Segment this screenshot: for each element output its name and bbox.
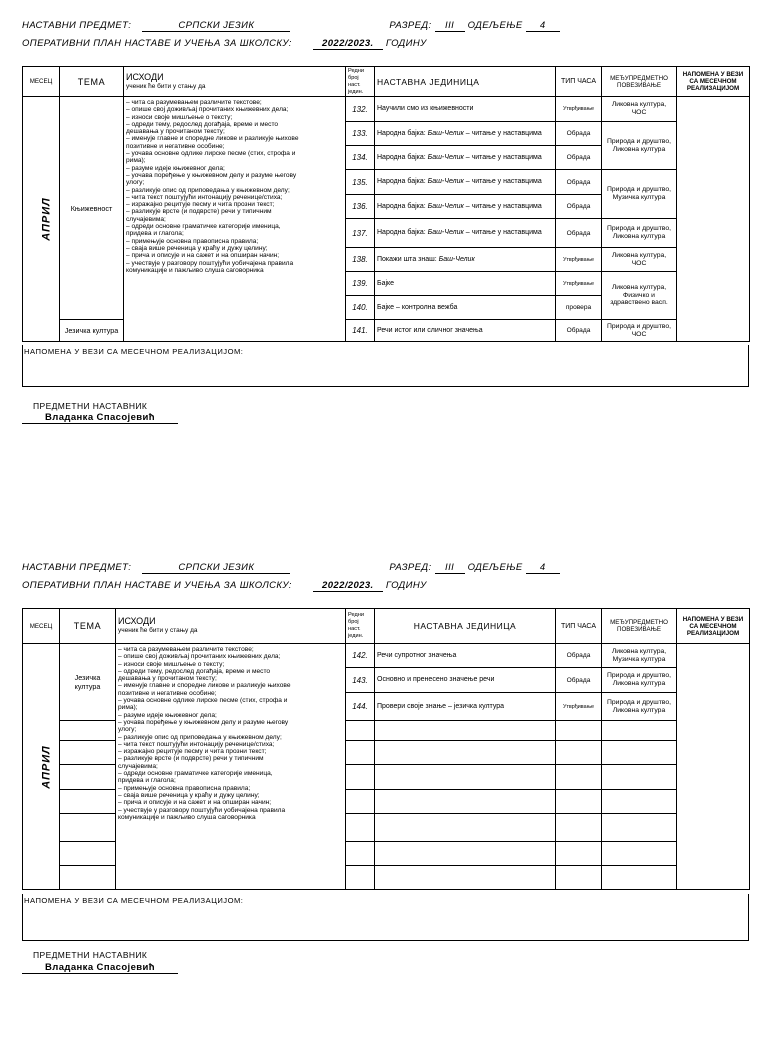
row-num: 135. bbox=[346, 170, 375, 195]
outcome-line: – разуме идеје књижевног дела; bbox=[126, 164, 225, 172]
outcome-line: – чита са разумевањем различите текстове; bbox=[126, 99, 262, 106]
empty-cell bbox=[346, 790, 375, 814]
row-num: 134. bbox=[346, 146, 375, 170]
outcome-line: – именује главне и споредне ликове и разликује њихове bbox=[126, 135, 299, 143]
empty-cell bbox=[556, 721, 602, 741]
outcomes-cell bbox=[116, 644, 346, 890]
col-note: НАПОМЕНА У ВЕЗИ СА МЕСЕЧНОМ РЕАЛИЗАЦИЈОМ bbox=[677, 609, 750, 644]
plan-table-1 bbox=[22, 66, 750, 342]
tema-cell: Језичка култура bbox=[60, 644, 116, 721]
row-corr: Ликовна култура, Физичко и здравствено васп. bbox=[602, 272, 677, 320]
plan-label: ОПЕРАТИВНИ ПЛАН НАСТАВЕ И УЧЕЊА ЗА ШКОЛСКУ: bbox=[22, 38, 292, 49]
col-ishodi bbox=[124, 67, 346, 97]
outcome-line: рима); bbox=[126, 157, 146, 165]
outcome-line: придева и глагола; bbox=[118, 777, 176, 785]
col-note: НАПОМЕНА У ВЕЗИ СА МЕСЕЧНОМ РЕАЛИЗАЦИЈОМ bbox=[677, 67, 750, 97]
row-unit: Народна бајка: Баш-Челик – читање у наставцима bbox=[375, 146, 556, 170]
teacher-name: Владанка Спасојевић bbox=[22, 962, 178, 974]
plan-label: ОПЕРАТИВНИ ПЛАН НАСТАВЕ И УЧЕЊА ЗА ШКОЛСКУ: bbox=[22, 580, 292, 591]
outcome-line: – опише свој доживљај прочитаних књижевних дела; bbox=[126, 106, 289, 114]
subject-line bbox=[22, 562, 560, 574]
year-suffix: ГОДИНУ bbox=[385, 580, 427, 591]
row-unit: Народна бајка: Баш-Челик – читање у наставцима bbox=[375, 219, 556, 248]
empty-cell bbox=[602, 790, 677, 814]
row-type: Обрада bbox=[556, 644, 602, 668]
plan-table-2 bbox=[22, 608, 750, 890]
empty-cell bbox=[556, 790, 602, 814]
outcome-line: – учествује у разговору поштујући уобичајена правила bbox=[126, 259, 294, 267]
empty-tema bbox=[60, 741, 116, 765]
row-unit: Научили смо из књижевности bbox=[375, 97, 556, 122]
outcome-line: – разликује врсте (и подврсте) речи у типичним bbox=[126, 208, 272, 216]
empty-tema bbox=[60, 866, 116, 890]
row-num: 136. bbox=[346, 195, 375, 219]
plan-sheet-2 bbox=[0, 548, 768, 1060]
empty-cell bbox=[602, 721, 677, 741]
outcome-line: дешавања у прочитаном тексту; bbox=[126, 128, 225, 136]
row-unit: Речи супротног значења bbox=[375, 644, 556, 668]
month-cell bbox=[23, 97, 60, 342]
tema-cell: Књижевност bbox=[60, 97, 124, 320]
empty-tema bbox=[60, 842, 116, 866]
row-corr: Природа и друштво, Ликовна култура bbox=[602, 668, 677, 693]
row-corr: Природа и друштво, Ликовна култура bbox=[602, 122, 677, 170]
row-corr: Ликовна култура, Музичка култура bbox=[602, 644, 677, 668]
subject-value: СРПСКИ ЈЕЗИК bbox=[142, 562, 290, 574]
col-tema: ТЕМА bbox=[60, 67, 124, 97]
row-type: Утврђивање bbox=[556, 97, 602, 122]
outcome-line: – уочава основне одлике лирске песме (стих, строфа и bbox=[118, 697, 288, 705]
outcome-line: улогу; bbox=[118, 726, 137, 734]
col-unit: НАСТАВНА ЈЕДИНИЦА bbox=[375, 609, 556, 644]
outcome-line: – одреди основне граматичке категорије именица, bbox=[118, 770, 273, 778]
outcome-line: – чита са разумевањем различите текстове; bbox=[118, 646, 254, 653]
col-corr: МЕЂУПРЕДМЕТНО ПОВЕЗИВАЊЕ bbox=[602, 609, 677, 644]
empty-cell bbox=[602, 741, 677, 765]
subject-label: НАСТАВНИ ПРЕДМЕТ: bbox=[22, 562, 132, 573]
col-num: Редни број наст. једин. bbox=[346, 609, 375, 644]
monthly-note-box bbox=[22, 345, 749, 387]
outcome-line: дешавања у прочитаном тексту; bbox=[118, 675, 217, 683]
outcome-line: – уочава основне одлике лирске песме (стих, строфа и bbox=[126, 150, 296, 158]
empty-cell bbox=[602, 765, 677, 790]
row-num: 143. bbox=[346, 668, 375, 693]
row-num: 144. bbox=[346, 693, 375, 721]
plan-line bbox=[22, 38, 427, 50]
row-num: 140. bbox=[346, 296, 375, 320]
col-tema: ТЕМА bbox=[60, 609, 116, 644]
col-ishodi-title: ИСХОДИ bbox=[118, 616, 156, 626]
row-type: Обрада bbox=[556, 122, 602, 146]
year-value: 2022/2023. bbox=[313, 38, 383, 50]
row-unit: Народна бајка: Баш-Челик – читање у наставцима bbox=[375, 195, 556, 219]
grade-value: III bbox=[435, 20, 465, 32]
outcome-line: – изражајно рецитује песму и чита прозни текст; bbox=[118, 748, 267, 756]
row-type: Обрада bbox=[556, 146, 602, 170]
row-corr: Ликовна култура, ЧОС bbox=[602, 97, 677, 122]
empty-cell bbox=[375, 790, 556, 814]
empty-cell bbox=[375, 765, 556, 790]
outcome-line: – прича и описује и на сажет и на опширан начин; bbox=[126, 252, 280, 260]
monthly-note-label: НАПОМЕНА У ВЕЗИ СА МЕСЕЧНОМ РЕАЛИЗАЦИЈОМ: bbox=[24, 347, 244, 356]
teacher-label: ПРЕДМЕТНИ НАСТАВНИК bbox=[33, 401, 148, 411]
col-unit: НАСТАВНА ЈЕДИНИЦА bbox=[375, 67, 556, 97]
subject-line bbox=[22, 20, 560, 32]
outcome-line: – учествује у разговору поштујући уобичајена правила bbox=[118, 806, 286, 814]
outcome-line: придева и глагола; bbox=[126, 230, 184, 238]
row-note bbox=[677, 97, 750, 342]
row-type: Обрада bbox=[556, 320, 602, 342]
monthly-note-box bbox=[22, 894, 749, 941]
outcome-line: – разликује врсте (и подврсте) речи у типичним bbox=[118, 755, 264, 763]
row-unit: Бајке – контролна вежба bbox=[375, 296, 556, 320]
row-num: 141. bbox=[346, 320, 375, 342]
outcome-line: – сваја више реченица у краћу и дужу целину; bbox=[126, 244, 268, 252]
empty-tema bbox=[60, 721, 116, 741]
row-unit: Народна бајка: Баш-Челик – читање у наставцима bbox=[375, 170, 556, 195]
year-value: 2022/2023. bbox=[313, 580, 383, 592]
outcome-line: позитивне и негативне особине; bbox=[118, 689, 217, 697]
outcome-line: комуникације и пажљиво слуша саговорника bbox=[126, 266, 264, 274]
outcome-line: – именује главне и споредне ликове и разликује њихове bbox=[118, 682, 291, 690]
row-unit: Народна бајка: Баш-Челик – читање у наставцима bbox=[375, 122, 556, 146]
outcome-line: – разликује опис од приповедања у књижевном делу; bbox=[126, 186, 290, 194]
row-num: 132. bbox=[346, 97, 375, 122]
row-type: Утврђивање bbox=[556, 693, 602, 721]
row-corr: Природа и друштво, Ликовна култура bbox=[602, 693, 677, 721]
grade-label: РАЗРЕД: bbox=[389, 20, 432, 31]
row-corr: Природа и друштво, Музичка култура bbox=[602, 170, 677, 219]
row-note bbox=[677, 644, 750, 890]
col-type: ТИП ЧАСА bbox=[556, 609, 602, 644]
row-corr: Природа и друштво, Ликовна култура bbox=[602, 219, 677, 248]
subject-value: СРПСКИ ЈЕЗИК bbox=[142, 20, 290, 32]
month-label: АПРИЛ bbox=[40, 744, 53, 789]
row-num: 138. bbox=[346, 248, 375, 272]
empty-cell bbox=[375, 741, 556, 765]
row-unit: Покажи шта знаш: Баш-Челик bbox=[375, 248, 556, 272]
grade-label: РАЗРЕД: bbox=[389, 562, 432, 573]
teacher-name: Владанка Спасојевић bbox=[22, 412, 178, 424]
row-unit: Бајке bbox=[375, 272, 556, 296]
outcome-line: – износи своје мишљење о тексту; bbox=[126, 113, 233, 121]
empty-cell bbox=[346, 842, 375, 866]
col-type: ТИП ЧАСА bbox=[556, 67, 602, 97]
row-type: провера bbox=[556, 296, 602, 320]
row-corr: Природа и друштво, ЧОС bbox=[602, 320, 677, 342]
plan-line bbox=[22, 580, 427, 592]
row-type: Обрада bbox=[556, 219, 602, 248]
teacher-label: ПРЕДМЕТНИ НАСТАВНИК bbox=[33, 950, 148, 960]
outcome-line: случајевима; bbox=[126, 215, 166, 223]
empty-tema bbox=[60, 814, 116, 842]
outcome-line: комуникације и пажљиво слуша саговорника bbox=[118, 813, 256, 821]
empty-cell bbox=[375, 842, 556, 866]
empty-tema bbox=[60, 790, 116, 814]
outcome-line: – чита текст поштујући интонацију реченице/стиха; bbox=[118, 740, 275, 748]
empty-cell bbox=[375, 866, 556, 890]
outcome-line: случајевима; bbox=[118, 762, 158, 770]
col-num: Редни број наст. једин. bbox=[346, 67, 375, 97]
empty-cell bbox=[375, 814, 556, 842]
row-num: 137. bbox=[346, 219, 375, 248]
class-label: ОДЕЉЕЊЕ bbox=[467, 20, 523, 31]
empty-cell bbox=[602, 842, 677, 866]
row-num: 133. bbox=[346, 122, 375, 146]
row-num: 139. bbox=[346, 272, 375, 296]
outcome-line: – одреди тему, редослед догађаја, време и место bbox=[118, 667, 271, 675]
empty-cell bbox=[375, 721, 556, 741]
col-corr: МЕЂУПРЕДМЕТНО ПОВЕЗИВАЊЕ bbox=[602, 67, 677, 97]
class-label: ОДЕЉЕЊЕ bbox=[467, 562, 523, 573]
col-month: МЕСЕЦ bbox=[23, 67, 60, 97]
outcome-line: – уочава поређење у књижевном делу и разуме његову bbox=[118, 718, 289, 726]
month-cell bbox=[23, 644, 60, 890]
outcome-line: – разуме идеје књижевног дела; bbox=[118, 711, 217, 719]
row-corr: Ликовна култура, ЧОС bbox=[602, 248, 677, 272]
row-type: Обрада bbox=[556, 668, 602, 693]
outcome-line: рима); bbox=[118, 704, 138, 712]
empty-cell bbox=[602, 814, 677, 842]
col-month: МЕСЕЦ bbox=[23, 609, 60, 644]
outcome-line: улогу; bbox=[126, 179, 145, 187]
row-type: Обрада bbox=[556, 170, 602, 195]
row-num: 142. bbox=[346, 644, 375, 668]
row-type: Обрада bbox=[556, 195, 602, 219]
empty-cell bbox=[556, 866, 602, 890]
outcome-line: – разликује опис од приповедања у књижевном делу; bbox=[118, 733, 282, 741]
empty-cell bbox=[556, 842, 602, 866]
outcome-line: – прича и описује и на сажет и на опширан начин; bbox=[118, 799, 272, 807]
empty-cell bbox=[346, 814, 375, 842]
empty-cell bbox=[556, 765, 602, 790]
monthly-note-label: НАПОМЕНА У ВЕЗИ СА МЕСЕЧНОМ РЕАЛИЗАЦИЈОМ: bbox=[24, 896, 244, 905]
outcome-line: – примењује основна правописна правила; bbox=[126, 237, 259, 245]
outcome-line: – сваја више реченица у краћу и дужу целину; bbox=[118, 791, 260, 799]
outcome-line: – опише свој доживљај прочитаних књижевних дела; bbox=[118, 653, 281, 661]
class-value: 4 bbox=[526, 20, 560, 32]
outcome-line: – износи своје мишљење о тексту; bbox=[118, 660, 225, 668]
col-ishodi-sub: ученик ће бити у стању да bbox=[126, 82, 206, 90]
row-type: Утврђивање bbox=[556, 272, 602, 296]
row-unit: Речи истог или сличног значења bbox=[375, 320, 556, 342]
empty-cell bbox=[556, 741, 602, 765]
empty-cell bbox=[346, 721, 375, 741]
outcomes-cell bbox=[124, 97, 346, 342]
row-type: Утврђивање bbox=[556, 248, 602, 272]
col-ishodi-sub: ученик ће бити у стању да bbox=[118, 627, 198, 634]
outcome-line: – чита текст поштујући интонацију реченице/стиха; bbox=[126, 193, 283, 201]
empty-cell bbox=[346, 866, 375, 890]
col-ishodi bbox=[116, 609, 346, 644]
col-ishodi-title: ИСХОДИ bbox=[126, 71, 164, 82]
empty-cell bbox=[602, 866, 677, 890]
outcome-line: – одреди тему, редослед догађаја, време и место bbox=[126, 120, 279, 128]
class-value: 4 bbox=[526, 562, 560, 574]
outcome-line: – одреди основне граматичке категорије именица, bbox=[126, 223, 281, 231]
row-unit: Провери своје знање – језичка култура bbox=[375, 693, 556, 721]
outcome-line: – изражајно рецитује песму и чита прозни текст; bbox=[126, 201, 275, 209]
empty-cell bbox=[346, 765, 375, 790]
row-unit: Основно и пренесено значење речи bbox=[375, 668, 556, 693]
year-suffix: ГОДИНУ bbox=[385, 38, 427, 49]
month-label: АПРИЛ bbox=[40, 197, 53, 241]
empty-cell bbox=[556, 814, 602, 842]
tema-cell-2: Језичка култура bbox=[60, 320, 124, 342]
outcome-line: – примењује основна правописна правила; bbox=[118, 784, 251, 792]
subject-label: НАСТАВНИ ПРЕДМЕТ: bbox=[22, 20, 132, 31]
plan-sheet-1 bbox=[0, 0, 768, 512]
empty-cell bbox=[346, 741, 375, 765]
empty-tema bbox=[60, 765, 116, 790]
outcome-line: позитивне и негативне особине; bbox=[126, 142, 225, 150]
grade-value: III bbox=[435, 562, 465, 574]
outcome-line: – уочава поређење у књижевном делу и разуме његову bbox=[126, 171, 297, 179]
